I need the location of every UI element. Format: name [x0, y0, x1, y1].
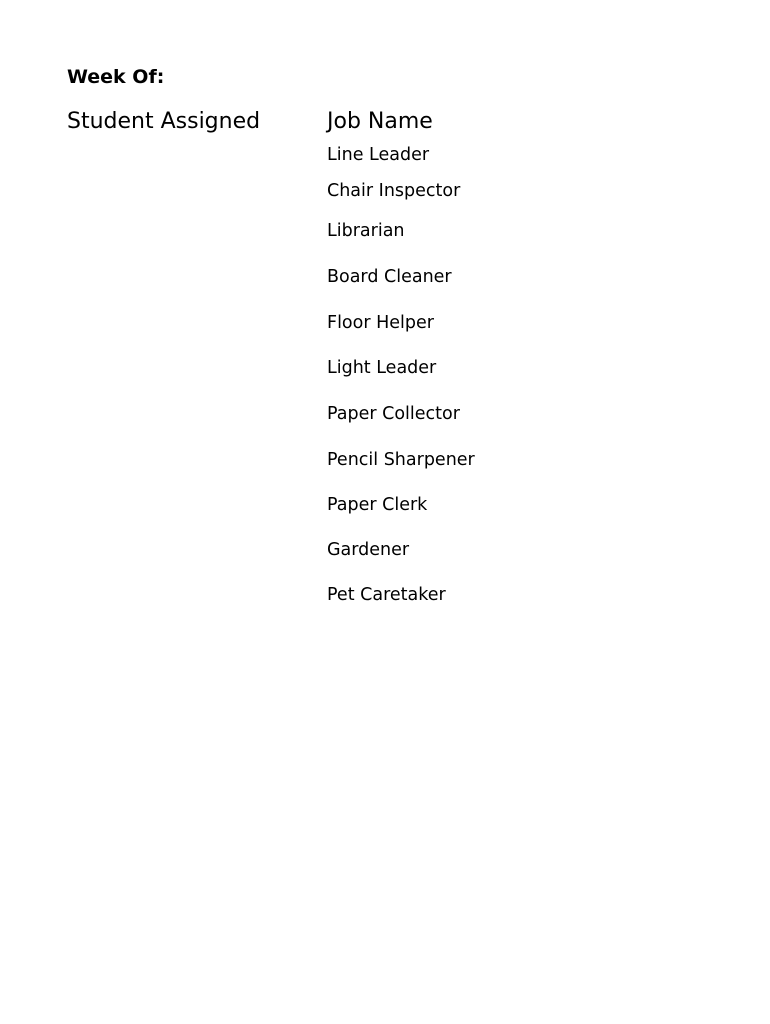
job-item: Pet Caretaker: [327, 585, 446, 605]
job-item: Pencil Sharpener: [327, 450, 475, 470]
job-item: Paper Clerk: [327, 495, 428, 515]
job-item: Board Cleaner: [327, 267, 452, 287]
student-assigned-header: Student Assigned: [67, 109, 261, 134]
job-item: Floor Helper: [327, 313, 434, 333]
job-name-header: Job Name: [327, 109, 433, 134]
week-of-label: Week Of:: [67, 66, 165, 88]
job-item: Gardener: [327, 540, 410, 560]
job-item: Line Leader: [327, 145, 430, 165]
job-item: Chair Inspector: [327, 181, 461, 201]
job-item: Paper Collector: [327, 404, 460, 424]
job-item: Librarian: [327, 221, 405, 241]
job-item: Light Leader: [327, 358, 437, 378]
